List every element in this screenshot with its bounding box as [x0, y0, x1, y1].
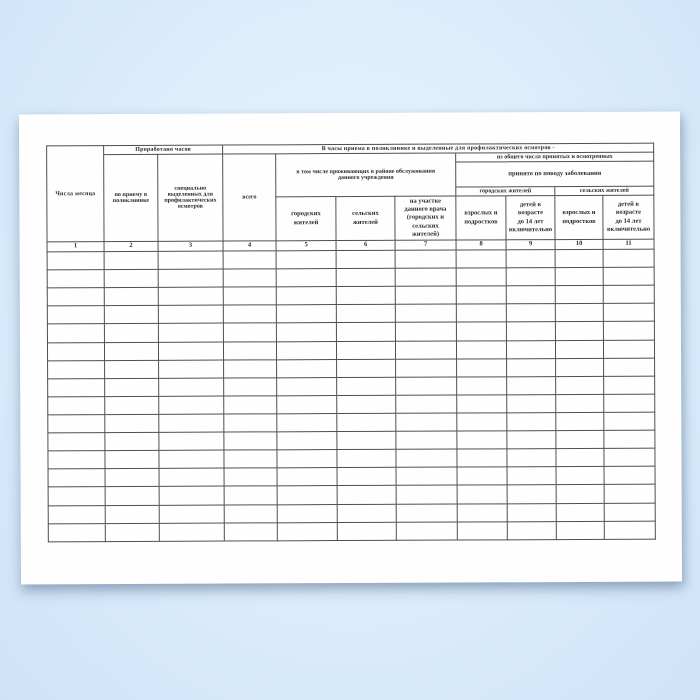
empty-cell	[104, 324, 158, 342]
empty-cell	[158, 342, 223, 360]
empty-cell	[47, 270, 104, 288]
empty-cell	[48, 487, 105, 505]
empty-cell	[507, 485, 556, 503]
empty-cell	[105, 432, 159, 450]
empty-cell	[48, 360, 105, 378]
empty-cell	[47, 324, 104, 342]
column-number: 8	[456, 240, 506, 250]
empty-cell	[396, 467, 457, 485]
empty-cell	[47, 342, 104, 360]
empty-cell	[159, 396, 224, 414]
header-disease-group: принято по поводу заболевания	[456, 161, 654, 187]
empty-cell	[104, 342, 158, 360]
empty-cell	[223, 341, 276, 359]
empty-cell	[506, 340, 555, 358]
empty-cell	[556, 485, 604, 503]
empty-cell	[48, 505, 105, 523]
empty-cell	[603, 285, 654, 303]
empty-cell	[506, 286, 555, 304]
table-row	[48, 521, 655, 542]
empty-cell	[223, 305, 276, 323]
empty-cell	[159, 468, 224, 486]
empty-cell	[507, 467, 556, 485]
empty-cell	[159, 414, 224, 432]
header-residing-group: в том числе проживающих в районе обслуживания данного учреждения	[276, 153, 456, 197]
empty-cell	[507, 503, 556, 521]
empty-cell	[604, 430, 655, 448]
empty-cell	[224, 450, 277, 468]
column-number: 10	[555, 239, 603, 249]
empty-cell	[396, 377, 457, 395]
header-allocated-for-checkups: специально выделенных для профилактических осмотров	[158, 154, 223, 241]
empty-cell	[277, 450, 337, 468]
header-adults-teens-rural: взрослых и подростков	[555, 195, 603, 239]
empty-cell	[506, 268, 555, 286]
empty-cell	[105, 451, 159, 469]
empty-cell	[337, 450, 396, 468]
column-number: 1	[47, 242, 104, 252]
empty-cell	[457, 485, 507, 503]
empty-cell	[555, 322, 603, 340]
header-days-of-month: Числа месяца	[47, 146, 104, 242]
empty-cell	[224, 504, 277, 522]
empty-cell	[506, 304, 555, 322]
empty-cell	[556, 412, 604, 430]
empty-cell	[604, 394, 655, 412]
empty-cell	[277, 486, 337, 504]
empty-cell	[604, 521, 655, 539]
empty-cell	[395, 286, 456, 304]
empty-cell	[396, 413, 457, 431]
empty-cell	[105, 523, 159, 541]
empty-cell	[224, 468, 277, 486]
header-rural-residents: сельских жителей	[336, 196, 395, 240]
empty-cell	[555, 286, 603, 304]
empty-cell	[507, 394, 556, 412]
empty-cell	[337, 359, 396, 377]
empty-cell	[556, 394, 604, 412]
header-doctor-precinct: на участке данного врача (городских и сельских жителей)	[395, 196, 456, 240]
empty-cell	[224, 432, 277, 450]
empty-cell	[507, 358, 556, 376]
empty-cell	[337, 377, 396, 395]
header-worked-hours-group: Проработано часов	[104, 145, 223, 155]
empty-cell	[337, 468, 396, 486]
empty-cell	[604, 412, 655, 430]
empty-cell	[276, 305, 336, 323]
empty-cell	[336, 305, 395, 323]
empty-cell	[105, 469, 159, 487]
empty-cell	[105, 505, 159, 523]
empty-cell	[277, 359, 337, 377]
empty-cell	[224, 378, 277, 396]
empty-cell	[223, 287, 276, 305]
empty-cell	[159, 523, 224, 541]
empty-cell	[507, 449, 556, 467]
empty-cell	[159, 486, 224, 504]
header-urban-residents-group: городских жителей	[456, 187, 555, 196]
empty-cell	[277, 522, 337, 540]
column-number: 2	[104, 241, 158, 251]
empty-cell	[604, 448, 655, 466]
column-number: 11	[603, 239, 654, 249]
empty-cell	[396, 522, 457, 540]
empty-cell	[158, 323, 223, 341]
empty-cell	[277, 432, 337, 450]
empty-cell	[457, 413, 507, 431]
empty-cell	[556, 449, 604, 467]
empty-cell	[47, 252, 104, 270]
empty-cell	[159, 360, 224, 378]
empty-cell	[277, 504, 337, 522]
empty-cell	[396, 485, 457, 503]
empty-cell	[603, 304, 654, 322]
header-children-under-14-rural: детей в возрасте до 14 лет включительно	[603, 195, 654, 239]
empty-cell	[224, 414, 277, 432]
empty-cell	[603, 267, 654, 285]
empty-cell	[555, 268, 603, 286]
empty-cell	[457, 449, 507, 467]
empty-cell	[276, 323, 336, 341]
empty-cell	[104, 288, 158, 306]
paper-sheet	[19, 112, 682, 585]
empty-cell	[223, 269, 276, 287]
empty-cell	[507, 431, 556, 449]
empty-cell	[456, 250, 506, 268]
column-number: 3	[158, 241, 223, 251]
empty-cell	[506, 322, 555, 340]
column-number: 6	[336, 240, 395, 250]
empty-cell	[507, 521, 556, 539]
empty-cell	[105, 360, 159, 378]
empty-cell	[47, 306, 104, 324]
empty-cell	[337, 504, 396, 522]
header-children-under-14-urban: детей в возрасте до 14 лет включительно	[506, 196, 555, 240]
empty-cell	[224, 396, 277, 414]
empty-cell	[556, 376, 604, 394]
empty-cell	[276, 341, 336, 359]
table-header	[47, 143, 655, 252]
empty-cell	[395, 268, 456, 286]
empty-cell	[555, 304, 603, 322]
empty-cell	[556, 521, 604, 539]
empty-cell	[604, 376, 655, 394]
empty-cell	[158, 287, 223, 305]
empty-cell	[223, 323, 276, 341]
empty-cell	[555, 249, 603, 267]
empty-cell	[337, 431, 396, 449]
empty-cell	[224, 486, 277, 504]
empty-cell	[158, 251, 223, 269]
empty-cell	[48, 415, 105, 433]
empty-cell	[336, 287, 395, 305]
empty-cell	[456, 304, 506, 322]
empty-cell	[159, 505, 224, 523]
empty-cell	[456, 322, 506, 340]
header-reception-hours-group: В часы приема в поликлинике и выделенные для профилактических осмотров -	[223, 143, 654, 154]
empty-cell	[396, 359, 457, 377]
empty-cell	[396, 395, 457, 413]
table-body	[47, 249, 655, 541]
empty-cell	[556, 358, 604, 376]
empty-cell	[104, 306, 158, 324]
empty-cell	[603, 249, 654, 267]
empty-cell	[159, 450, 224, 468]
empty-cell	[507, 413, 556, 431]
empty-cell	[104, 269, 158, 287]
empty-cell	[456, 340, 506, 358]
empty-cell	[276, 251, 336, 269]
empty-cell	[395, 322, 456, 340]
empty-cell	[604, 485, 655, 503]
empty-cell	[556, 503, 604, 521]
empty-cell	[105, 487, 159, 505]
empty-cell	[48, 378, 105, 396]
empty-cell	[604, 466, 655, 484]
empty-cell	[277, 377, 337, 395]
empty-cell	[337, 413, 396, 431]
empty-cell	[337, 486, 396, 504]
empty-cell	[457, 503, 507, 521]
empty-cell	[457, 358, 507, 376]
empty-cell	[276, 287, 336, 305]
visits-record-table	[46, 143, 656, 542]
empty-cell	[336, 323, 395, 341]
empty-cell	[336, 250, 395, 268]
empty-cell	[336, 268, 395, 286]
empty-cell	[456, 286, 506, 304]
empty-cell	[556, 467, 604, 485]
empty-cell	[457, 395, 507, 413]
empty-cell	[105, 414, 159, 432]
empty-cell	[395, 250, 456, 268]
empty-cell	[48, 451, 105, 469]
empty-cell	[159, 432, 224, 450]
empty-cell	[456, 268, 506, 286]
empty-cell	[604, 358, 655, 376]
column-number: 7	[395, 240, 456, 250]
empty-cell	[603, 340, 654, 358]
empty-cell	[48, 396, 105, 414]
empty-cell	[396, 449, 457, 467]
empty-cell	[336, 341, 395, 359]
empty-cell	[396, 431, 457, 449]
column-number: 9	[506, 240, 555, 250]
empty-cell	[556, 430, 604, 448]
empty-cell	[48, 433, 105, 451]
empty-cell	[277, 414, 337, 432]
empty-cell	[158, 305, 223, 323]
empty-cell	[104, 251, 158, 269]
empty-cell	[555, 340, 603, 358]
column-number: 5	[276, 241, 336, 251]
empty-cell	[224, 359, 277, 377]
empty-cell	[159, 378, 224, 396]
empty-cell	[337, 395, 396, 413]
empty-cell	[337, 522, 396, 540]
empty-cell	[224, 522, 277, 540]
empty-cell	[105, 396, 159, 414]
empty-cell	[47, 288, 104, 306]
empty-cell	[506, 250, 555, 268]
empty-cell	[457, 431, 507, 449]
empty-cell	[158, 269, 223, 287]
empty-cell	[395, 341, 456, 359]
empty-cell	[457, 377, 507, 395]
empty-cell	[457, 467, 507, 485]
header-rural-residents-group: сельских жителей	[555, 186, 654, 195]
empty-cell	[396, 504, 457, 522]
empty-cell	[105, 378, 159, 396]
empty-cell	[457, 521, 507, 539]
header-of-total-group: из общего числа принятых и осмотренных	[456, 152, 654, 162]
empty-cell	[276, 269, 336, 287]
empty-cell	[603, 322, 654, 340]
empty-cell	[604, 503, 655, 521]
empty-cell	[277, 395, 337, 413]
header-urban-residents: городских жителей	[276, 197, 336, 241]
header-reception-in-clinic: по приему в поликлинике	[104, 154, 158, 241]
empty-cell	[507, 376, 556, 394]
empty-cell	[48, 523, 105, 541]
empty-cell	[223, 251, 276, 269]
empty-cell	[48, 469, 105, 487]
header-total: всего	[223, 154, 276, 241]
header-adults-teens-urban: взрослых и подростков	[456, 196, 506, 240]
column-number: 4	[223, 241, 276, 251]
empty-cell	[277, 468, 337, 486]
empty-cell	[395, 304, 456, 322]
